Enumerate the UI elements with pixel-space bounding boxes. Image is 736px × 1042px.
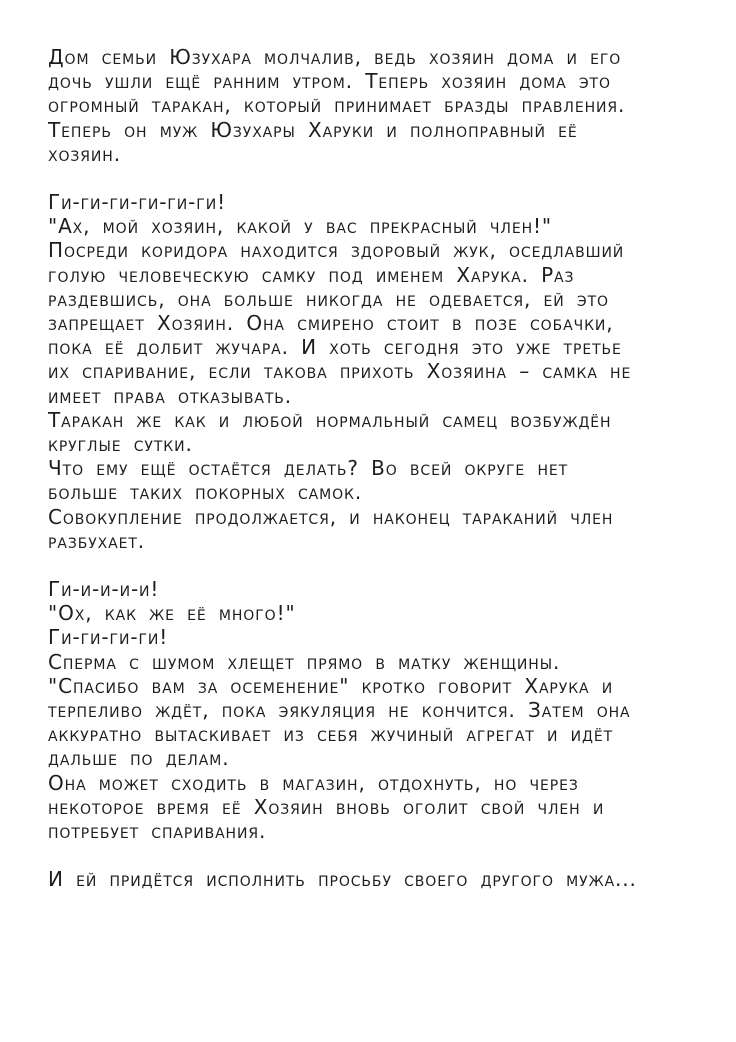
text-line: дальше по делам. [48,745,230,771]
text-line: аккуратно вытаскивает из себя жучиный агрегат и идёт [48,721,614,747]
text-line: голую человеческую самку под именем Харука. Раз [48,261,575,287]
text-line: "Спасибо вам за осеменение" кротко говорит Харука и [48,672,614,698]
text-block [48,44,706,915]
text-line: больше таких покорных самок. [48,479,363,505]
text-line: И ей придётся исполнить просьбу своего другого мужа... [48,866,637,892]
text-line: Таракан же как и любой нормальный самец возбуждён [48,406,612,432]
text-line: их спаривание, если такова прихоть Хозяина – самка не [48,358,632,384]
text-line: раздевшись, она больше никогда не одевается, ей это [48,285,609,311]
text-line: хозяин. [48,140,121,166]
text-line: запрещает Хозяин. Она смирено стоит в позе собачки, [48,310,614,335]
paragraph [48,189,706,552]
text-line: Ги-и-и-и-и! [48,576,160,602]
text-line: имеет права отказывать. [48,382,293,408]
paragraph [48,866,706,890]
text-line: Совокупление продолжается, и наконец тараканий член [48,503,614,529]
text-line: "Ах, мой хозяин, какой у вас прекрасный член!" [48,213,553,239]
text-line: "Ох, как же её много!" [48,600,296,626]
text-line: Теперь он муж Юзухары Харуки и полноправный её [48,116,578,142]
text-line: терпеливо ждёт, пока эякуляция не кончится. Затем она [48,697,631,723]
text-line: Ги-ги-ги-ги-ги-ги! [48,189,227,214]
text-line: круглые сутки. [48,431,193,457]
text-line: Дом семьи Юзухара молчалив, ведь хозяин дома и его [48,44,622,69]
paragraph [48,44,706,165]
text-line: огромный таракан, который принимает бразды правления. [48,92,626,118]
text-line: Ги-ги-ги-ги! [48,624,169,650]
text-line: Посреди коридора находится здоровый жук, оседлавший [48,237,625,263]
text-line: некоторое время её Хозяин вновь оголит свой член и [48,793,605,819]
text-line: потребует спаривания. [48,818,267,844]
text-line: разбухает. [48,527,146,553]
text-line: Сперма с шумом хлещет прямо в матку женщины. [48,648,561,674]
paragraph [48,576,706,842]
text-line: пока её долбит жучара. И хоть сегодня это уже третье [48,334,622,360]
text-line: Что ему ещё остаётся делать? Во всей округе нет [48,455,569,481]
text-line: дочь ушли ещё ранним утром. Теперь хозяин дома это [48,68,611,94]
text-line: Она может сходить в магазин, отдохнуть, но через [48,769,579,795]
